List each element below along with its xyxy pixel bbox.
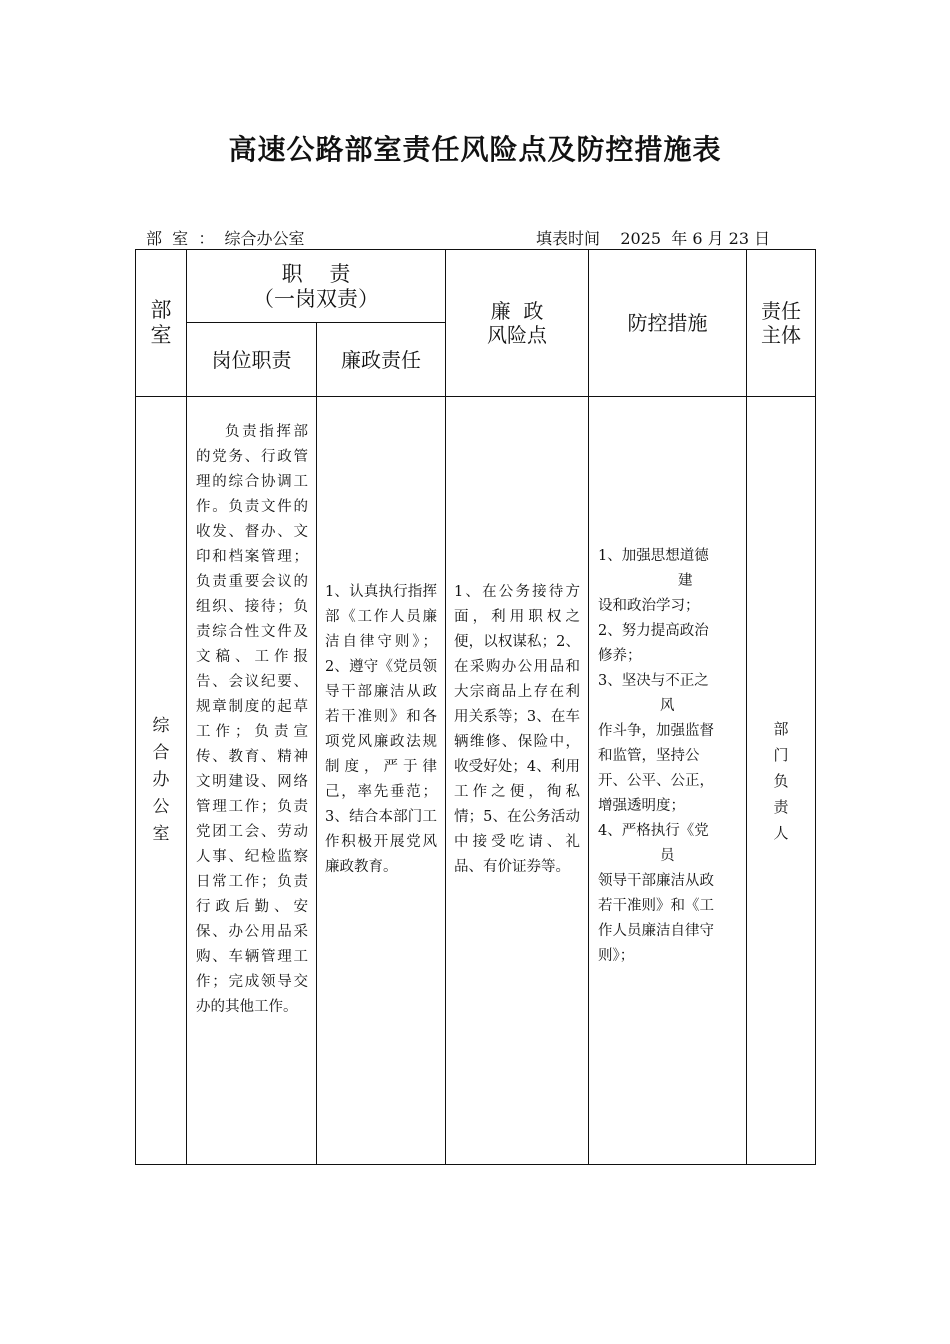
risk-points-text: 1、在公务接待方面，利用职权之便，以权谋私；2、在采购办公用品和大宗商品上存在利用关系等；3、在车辆维修、保险中，收受好处；4、利用工作之便，徇私情；5、在公务活动中接受吃请、礼品、有价证券等。 bbox=[454, 584, 580, 875]
row-owner bbox=[747, 397, 815, 1164]
header-measures bbox=[589, 250, 746, 396]
measure-line: 设和政治学习； bbox=[598, 598, 700, 614]
measure-line: 和监管，坚持公 bbox=[598, 748, 700, 764]
row-dept bbox=[136, 397, 186, 1164]
header-dept-char-1: 部 bbox=[150, 298, 172, 322]
post-duty-text: 负责指挥部的党务、行政管理的综合协调工作。负责文件的收发、督办、文印和档案管理；负责重要会议的组织、接待；负责综合性文件及文稿、工作报告、会议纪要、规章制度的起草工作；负责宣传、教育、精神文明建设、网络管理工作；负责党团工会、劳动人事、纪检监察日常工作；负责行政后勤、安保、办公用品采购、车辆管理工作；完成领导交办的其他工作。 bbox=[196, 424, 308, 1015]
measure-line: 建 bbox=[678, 573, 693, 589]
fill-time: 填表时间 2025 年 6 月 23 日 bbox=[536, 229, 771, 248]
header-measures-label: 防控措施 bbox=[627, 311, 708, 335]
row-dept-char-3: 办 bbox=[152, 770, 170, 790]
row-dept-char-4: 公 bbox=[152, 797, 170, 817]
header-owner-line2: 主体 bbox=[761, 323, 801, 347]
measure-line: 领导干部廉洁从政 bbox=[598, 873, 714, 889]
header-risk-line2: 风险点 bbox=[487, 323, 547, 347]
row-dept-char-5: 室 bbox=[152, 824, 170, 844]
header-owner bbox=[747, 250, 815, 396]
header-owner-line1: 责任 bbox=[761, 299, 801, 323]
header-integrity-duty bbox=[317, 323, 445, 396]
measure-line: 增强透明度； bbox=[598, 798, 685, 814]
header-dept bbox=[136, 250, 186, 396]
header-duty-line1: 职 责 bbox=[281, 262, 351, 286]
header-integrity-duty-label: 廉政责任 bbox=[341, 347, 421, 372]
row-risk-points bbox=[454, 580, 580, 880]
header-dept-char-2: 室 bbox=[150, 323, 172, 347]
measure-line: 则》； bbox=[598, 948, 635, 964]
row-dept-char-2: 合 bbox=[152, 743, 170, 763]
measure-line: 修养； bbox=[598, 648, 642, 664]
measure-line: 1、加强思想道德 bbox=[598, 548, 709, 564]
header-post-duty-label: 岗位职责 bbox=[211, 347, 292, 372]
row-owner-char-1: 部 bbox=[773, 719, 789, 738]
header-risk-line1: 廉 政 bbox=[490, 299, 544, 323]
header-duty bbox=[187, 250, 445, 322]
row-owner-char-4: 责 bbox=[773, 797, 789, 816]
row-owner-char-2: 门 bbox=[773, 745, 789, 764]
measure-line: 风 bbox=[660, 698, 675, 714]
measure-line: 开、公平、公正， bbox=[598, 773, 714, 789]
measure-line: 作斗争，加强监督 bbox=[598, 723, 714, 739]
page-title: 高速公路部室责任风险点及防控措施表 bbox=[228, 133, 722, 166]
measure-line: 员 bbox=[660, 848, 675, 864]
department-label: 部 室 ： 综合办公室 bbox=[146, 229, 305, 248]
integrity-duty-text: 1、认真执行指挥部《工作人员廉洁自律守则》；2、遵守《党员领导干部廉洁从政若干准则》和各项党风廉政法规制度，严于律己，率先垂范；3、结合本部门工作积极开展党风廉政教育。 bbox=[325, 584, 437, 875]
row-post-duty bbox=[196, 420, 308, 1150]
header-risk-points bbox=[446, 250, 588, 396]
measure-line: 4、严格执行《党 bbox=[598, 823, 709, 839]
measure-line: 若干准则》和《工 bbox=[598, 898, 714, 914]
row-dept-char-1: 综 bbox=[152, 716, 170, 736]
row-owner-char-5: 人 bbox=[773, 823, 789, 842]
row-owner-char-3: 负 bbox=[773, 771, 789, 790]
header-post-duty bbox=[187, 323, 316, 396]
row-measures bbox=[598, 544, 740, 969]
measure-line: 2、努力提高政治 bbox=[598, 623, 709, 639]
header-duty-line2: （一岗双责） bbox=[253, 287, 379, 311]
measure-line: 3、坚决与不正之 bbox=[598, 673, 709, 689]
measure-line: 作人员廉洁自律守 bbox=[598, 923, 714, 939]
row-integrity-duty bbox=[325, 580, 437, 880]
